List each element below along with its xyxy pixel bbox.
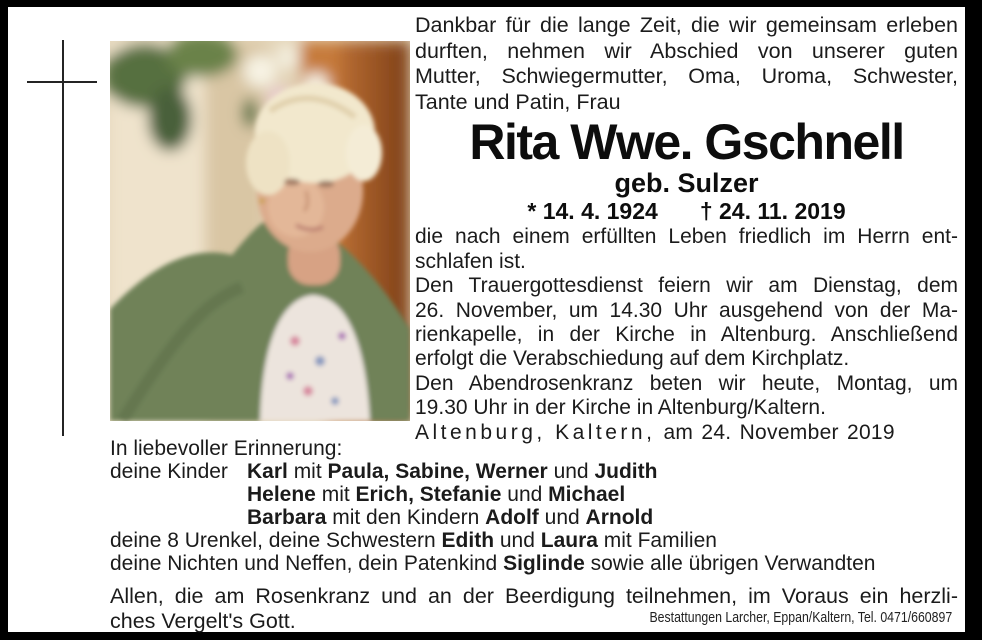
text-line: Tante und Patin, Frau [415, 89, 621, 114]
connector-text: sowie alle übrigen Verwandten [584, 552, 876, 575]
mourners-label [110, 506, 247, 529]
cross-vertical-bar [62, 40, 64, 436]
maiden-name: geb. Sulzer [614, 168, 759, 199]
remembrance-title: In liebevoller Erinnerung: [110, 437, 343, 460]
family-member-name: Karl [247, 460, 288, 483]
family-member-name: Siglinde [503, 552, 585, 575]
connector-text: und [538, 506, 586, 529]
text-line: Den Trauergottesdienst feiern wir am Dienstag, dem [415, 274, 958, 298]
text-line: Dankbar für die lange Zeit, die wir gemeinsam erleben [415, 13, 958, 37]
announcement-column [415, 13, 958, 445]
connector-text: mit [315, 483, 356, 506]
connector-text: mit Familien [597, 529, 717, 552]
text-line: die nach einem erfüllten Leben friedlich im Herrn ent- [415, 225, 958, 249]
relatives-line [110, 529, 958, 552]
text-line: Allen, die am Rosenkranz und an der Beerdigung teilnehmen, im Voraus ein herzli- [110, 584, 958, 608]
connector-text: mit [287, 460, 328, 483]
text-line: Den Abendrosenkranz beten wir heute, Montag, um [415, 371, 958, 395]
connector-text: deine Nichten und Neffen, dein Patenkind [110, 552, 504, 575]
text-line: 19.30 Uhr in der Kirche in Altenburg/Kaltern. [415, 396, 826, 420]
text-line: Mutter, Schwiegermutter, Oma, Uroma, Schwester, [415, 64, 958, 89]
notice-date: am 24. November 2019 [663, 420, 895, 444]
place-names: Altenburg, Kaltern, [415, 420, 656, 444]
mourners-names [247, 483, 625, 506]
deceased-name: Rita Wwe. Gschnell [469, 114, 904, 171]
text-line: durften, nehmen wir Abschied von unserer guten [415, 38, 958, 63]
connector-text: mit den Kindern [326, 506, 486, 529]
portrait-illustration [110, 41, 410, 421]
rosary-paragraph [415, 372, 958, 421]
mourners-row [110, 483, 958, 506]
connector-text: deine 8 Urenkel, deine Schwestern [110, 529, 442, 552]
connector-text: und [501, 483, 549, 506]
family-member-name: Michael [548, 483, 626, 506]
family-member-name: Edith [441, 529, 495, 552]
life-dates [415, 198, 958, 225]
text-line: erfolgt die Verabschiedung auf dem Kirchplatz. [415, 347, 850, 371]
funeral-service-paragraph [415, 274, 958, 372]
text-line: schlafen ist. [415, 249, 526, 273]
mourners-names [247, 460, 657, 483]
mourners-row [110, 506, 958, 529]
text-line: ches Vergelt's Gott. [110, 608, 296, 633]
mourners-section [110, 437, 958, 575]
mourners-names [247, 506, 653, 529]
intro-paragraph [415, 13, 958, 115]
obituary-card [8, 7, 965, 632]
birth-date: * 14. 4. 1924 [527, 198, 658, 225]
latin-cross-icon [8, 7, 108, 447]
family-member-name: Laura [540, 529, 598, 552]
family-member-name: Adolf [485, 506, 539, 529]
family-member-name: Paula, Sabine, Werner [327, 460, 548, 483]
family-member-name: Arnold [585, 506, 654, 529]
connector-text: und [494, 529, 541, 552]
cross-horizontal-bar [27, 81, 97, 83]
mourners-label [110, 483, 247, 506]
family-member-name: Helene [247, 483, 316, 506]
mourners-label: deine Kinder [110, 460, 228, 483]
death-date: † 24. 11. 2019 [699, 198, 846, 225]
family-member-name: Erich, Stefanie [355, 483, 502, 506]
portrait-photo [110, 41, 410, 421]
mourners-row [110, 460, 958, 483]
family-member-name: Judith [594, 460, 658, 483]
relatives-line [110, 552, 958, 575]
passing-paragraph [415, 225, 958, 274]
connector-text: und [547, 460, 595, 483]
funeral-home-credit: Bestattungen Larcher, Eppan/Kaltern, Tel. 0471/660897 [649, 609, 952, 626]
family-member-name: Barbara [247, 506, 327, 529]
text-line: rienkapelle, in der Kirche in Altenburg. Anschließend [415, 323, 958, 346]
text-line: 26. November, um 14.30 Uhr ausgehend von der Ma- [415, 298, 958, 322]
